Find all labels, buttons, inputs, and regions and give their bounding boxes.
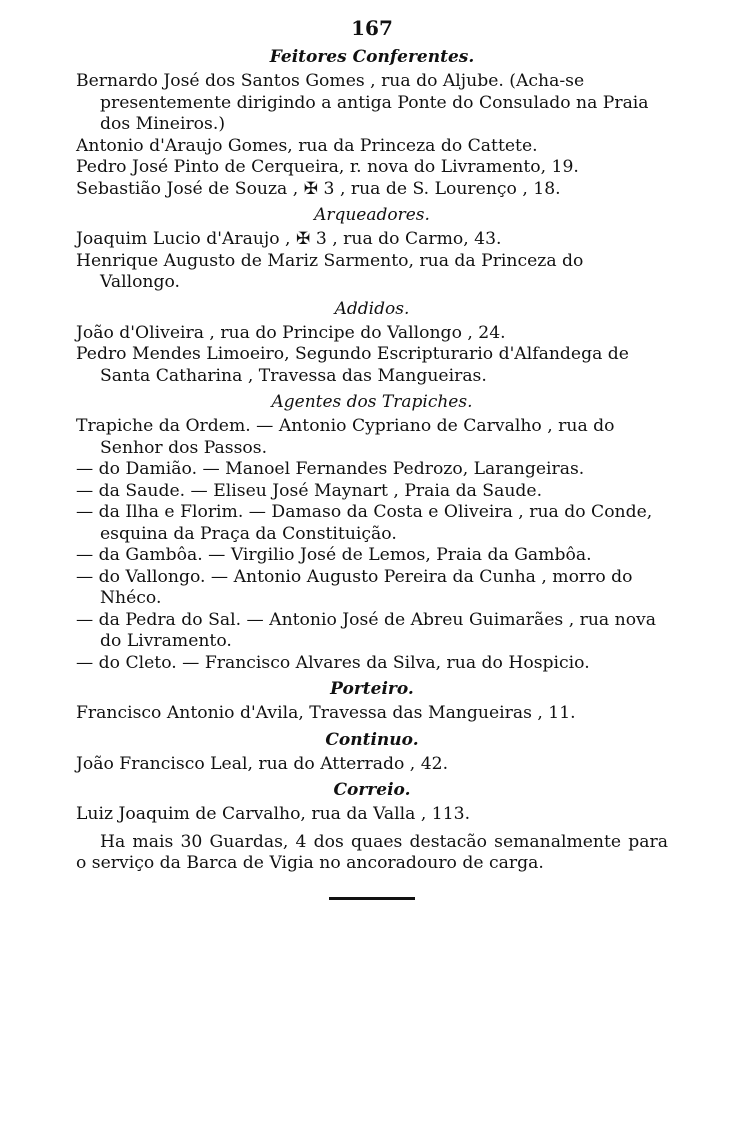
section-arqueadores	[76, 202, 668, 294]
list-item: — do Damião. — Manoel Fernandes Pedrozo, Larangeiras.	[76, 459, 585, 479]
list-item: — do Vallongo. — Antonio Augusto Pereira da Cunha , morro do Nhéco.	[76, 566, 633, 608]
section-addidos	[76, 296, 668, 388]
section-heading: Arqueadores.	[314, 205, 430, 225]
document-page	[76, 14, 668, 900]
section-continuo	[76, 727, 668, 776]
list-item: — da Pedra do Sal. — Antonio José de Abreu Guimarães , rua nova do Livramento.	[76, 609, 657, 651]
end-rule	[329, 897, 415, 900]
list-item: João Francisco Leal, rua do Atterrado , 42.	[76, 753, 449, 774]
list-item: Joaquim Lucio d'Araujo , ✠ 3 , rua do Carmo, 43.	[76, 229, 502, 249]
list-item: Francisco Antonio d'Avila, Travessa das Mangueiras , 11.	[76, 703, 576, 723]
list-item: Pedro José Pinto de Cerqueira, r. nova do Livramento, 19.	[76, 157, 579, 177]
list-item: — do Cleto. — Francisco Alvares da Silva, rua do Hospicio.	[76, 652, 590, 673]
list-item: Henrique Augusto de Mariz Sarmento, rua da Princeza do Vallongo.	[76, 250, 584, 292]
list-item: — da Ilha e Florim. — Damaso da Costa e Oliveira , rua do Conde, esquina da Praça da Constituição.	[76, 502, 653, 544]
section-correio	[76, 777, 668, 826]
section-heading: Correio.	[333, 780, 411, 800]
closing-note: Ha mais 30 Guardas, 4 dos quaes destacão semanalmente para o serviço da Barca de Vigia no ancoradouro de carga.	[76, 831, 668, 873]
section-agentes-trapiches	[76, 389, 668, 674]
list-item: Sebastião José de Souza , ✠ 3 , rua de S. Lourenço , 18.	[76, 178, 561, 199]
section-heading: Porteiro.	[330, 679, 414, 699]
section-heading: Agentes dos Trapiches.	[271, 392, 473, 412]
section-porteiro	[76, 676, 668, 725]
list-item: João d'Oliveira , rua do Principe do Vallongo , 24.	[76, 322, 506, 343]
page-number: 167	[351, 16, 393, 40]
list-item: Luiz Joaquim de Carvalho, rua da Valla , 113.	[76, 804, 471, 824]
list-item: Pedro Mendes Limoeiro, Segundo Escripturario d'Alfandega de Santa Catharina , Travessa das Mangueiras.	[76, 344, 629, 386]
list-item: Bernardo José dos Santos Gomes , rua do Aljube. (Acha-se presentemente dirigindo a antiga Ponte do Consulado na Praia dos Mineiros.)	[76, 71, 649, 134]
list-item: Trapiche da Ordem. — Antonio Cypriano de Carvalho , rua do Senhor dos Passos.	[76, 416, 615, 458]
section-feitores-conferentes	[76, 44, 668, 200]
list-item: — da Gambôa. — Virgilio José de Lemos, Praia da Gambôa.	[76, 545, 592, 565]
section-heading: Continuo.	[325, 729, 419, 750]
section-heading: Feitores Conferentes.	[269, 47, 475, 67]
list-item: Antonio d'Araujo Gomes, rua da Princeza do Cattete.	[76, 135, 538, 156]
list-item: — da Saude. — Eliseu José Maynart , Praia da Saude.	[76, 480, 543, 501]
section-heading: Addidos.	[334, 298, 410, 319]
